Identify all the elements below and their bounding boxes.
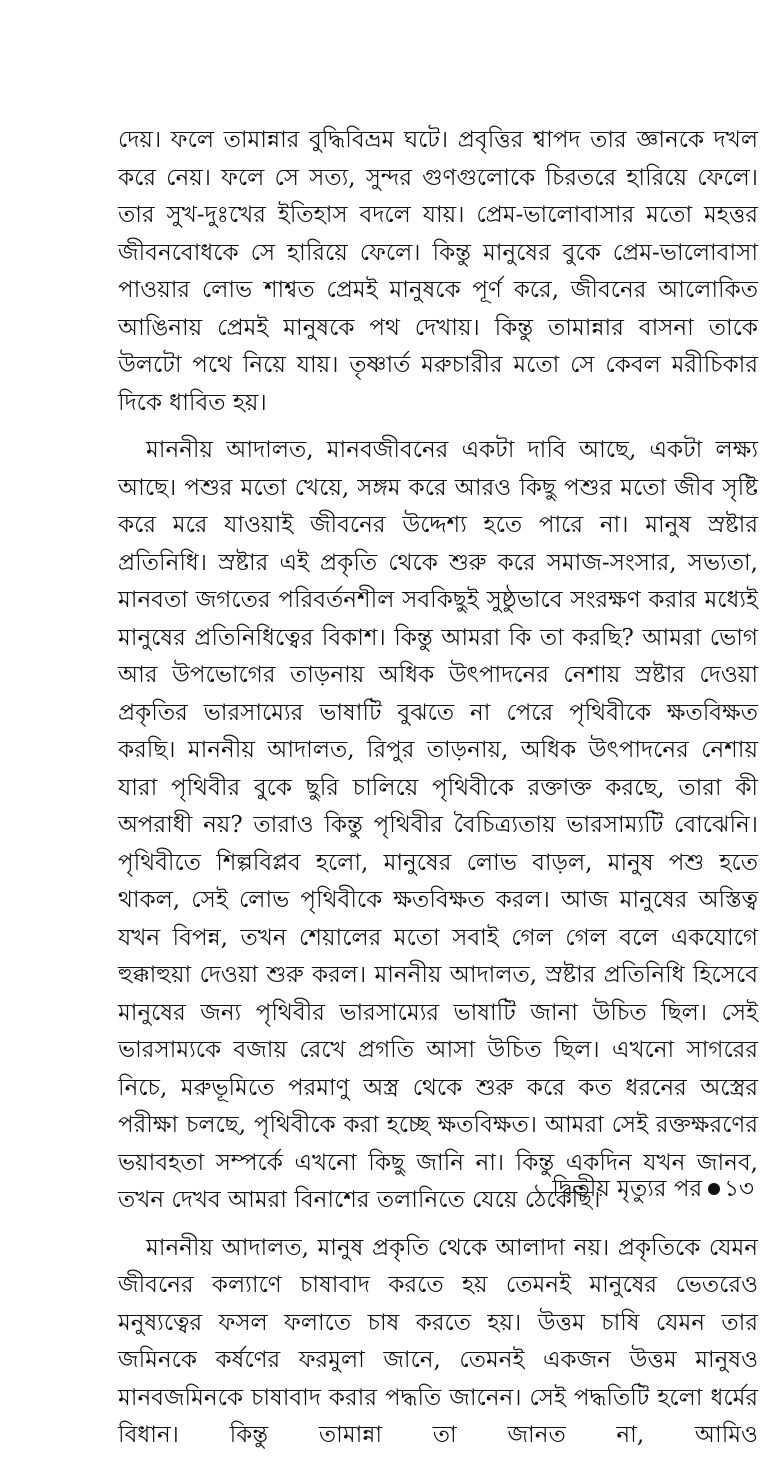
paragraph-2: মাননীয় আদালত, মানবজীবনের একটা দাবি আছে, একটা লক্ষ্য আছে। পশুর মতো খেয়ে, সঙ্গম করে আরও কিছু পশুর মতো জীব সৃষ্টি করে মরে যাওয়াই জীবনের উদ্দেশ্য হতে পারে না। মানুষ স্রষ্টার প্রতিনিধি। স্রষ্টার এই প্রকৃতি থেকে শুরু করে সমাজ-সংসার, সভ্যতা, মানবতা জগতের পরিবর্তনশীল সবকিছুই সুষ্ঠুভাবে সংরক্ষণ করার মধ্যেই মানুষের প্রতিনিধিত্বের বিকাশ। কিন্তু আমরা কি তা করছি? আমরা ভোগ আর উপভোগের তাড়নায় অধিক উৎপাদনের নেশায় স্রষ্টার দেওয়া প্রকৃতির ভারসাম্যের ভাষাটি বুঝতে না পেরে পৃথিবীকে ক্ষতবিক্ষত করছি। মাননীয় আদালত, রিপুর তাড়নায়, অধিক উৎপাদনের নেশায় যারা পৃথিবীর বুকে ছুরি চালিয়ে পৃথিবীকে রক্তাক্ত করছে, তারা কী অপরাধী নয়? তারাও কিন্তু পৃথিবীর বৈচিত্র্যতায় ভারসাম্যটি বোঝেনি। পৃথিবীতে শিল্পবিপ্লব হলো, মানুষের লোভ বাড়ল, মানুষ পশু হতে থাকল, সেই লোভ পৃথিবীকে ক্ষতবিক্ষত করল। আজ মানুষের অস্তিত্ব যখন বিপন্ন, তখন শেয়ালের মতো সবাই গেল গেল বলে একযোগে হুক্কাহুয়া দেওয়া শুরু করল। মাননীয় আদালত, স্রষ্টার প্রতিনিধি হিসেবে মানুষের জন্য পৃথিবীর ভারসাম্যের ভাষাটি জানা উচিত ছিল। সেই ভারসাম্যকে বজায় রেখে প্রগতি আসা উচিত ছিল। এখনো সাগরের নিচে, মরুভূমিতে পরমাণু অস্ত্র থেকে শুরু করে কত ধরনের অস্ত্রের পরীক্ষা চলছে, পৃথিবীকে করা হচ্ছে ক্ষতবিক্ষত। আমরা সেই রক্তক্ষরণের ভয়াবহতা সম্পর্কে এখনো কিছু জানি না। কিন্তু একদিন যখন জানব, তখন দেখব আমরা বিনাশের তলানিতে যেয়ে ঠেকেছি। <box>118 437 758 1213</box>
paragraph-3: মাননীয় আদালত, মানুষ প্রকৃতি থেকে আলাদা নয়। প্রকৃতিকে যেমন জীবনের কল্যাণে চাষাবাদ করতে হয় তেমনই মানুষের ভেতরেও মনুষ্যত্বের ফসল ফলাতে চাষ করতে হয়। উত্তম চাষি যেমন তার জমিনকে কর্ষণের ফরমুলা জানে, তেমনই একজন উত্তম মানুষও মানবজমিনকে চাষাবাদ করার পদ্ধতি জানেন। সেই পদ্ধতিটি হলো ধর্মের বিধান। কিন্তু তামান্না তা জানত না, আমিও <box>118 1234 758 1448</box>
paragraph-1: দেয়। ফলে তামান্নার বুদ্ধিবিভ্রম ঘটে। প্রবৃত্তির শ্বাপদ তার জ্ঞানকে দখল করে নেয়। ফলে সে সত্য, সুন্দর গুণগুলোকে চিরতরে হারিয়ে ফেলে। তার সুখ-দুঃখের ইতিহাস বদলে যায়। প্রেম-ভালোবাসার মতো মহত্তর জীবনবোধকে সে হারিয়ে ফেলে। কিন্তু মানুষের বুকে প্রেম-ভালোবাসা পাওয়ার লোভ শাশ্বত প্রেমই মানুষকে পূর্ণ করে, জীবনের আলোকিত আঙিনায় প্রেমই মানুষকে পথ দেখায়। কিন্তু তামান্নার বাসনা তাকে উলটো পথে নিয়ে যায়। তৃষ্ণার্ত মরুচারীর মতো সে কেবল মরীচিকার দিকে ধাবিত হয়। <box>118 127 758 416</box>
running-title: দ্বিতীয় মৃত্যুর পর <box>552 1176 703 1202</box>
bullet-icon <box>708 1183 720 1195</box>
page-number: ১৩ <box>724 1176 754 1202</box>
page-body <box>118 122 758 1465</box>
page-footer <box>552 1174 754 1204</box>
